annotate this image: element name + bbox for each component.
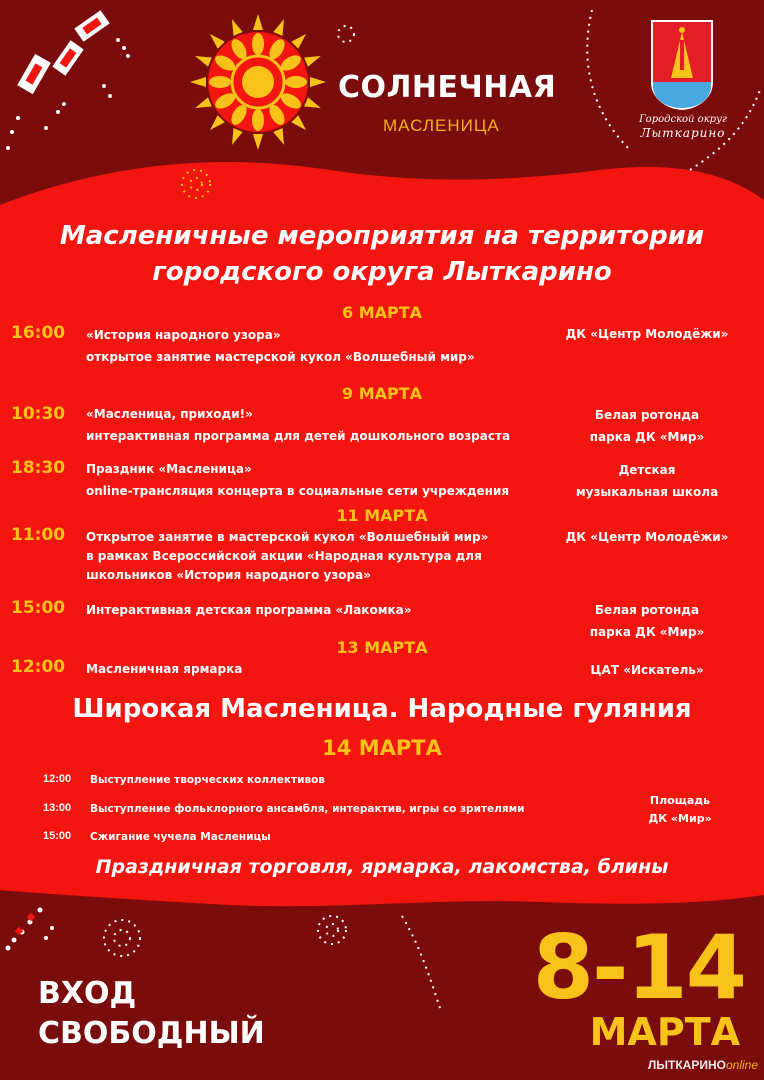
event-time: 10:30 [11, 404, 66, 424]
event-title: «Масленица, приходи!» [86, 407, 253, 421]
event-venue: ДК «Центр Молодёжи» [565, 530, 729, 544]
event-venue [542, 404, 752, 448]
date-heading: 6 МАРТА [341, 303, 423, 322]
event-venue: ЦАТ «Искатель» [590, 663, 704, 677]
event-time: 15:00 [11, 598, 66, 618]
event-description: открытое занятие мастерской кукол «Волшебный мир» [86, 350, 475, 364]
festival-venue-line1: Площадь [649, 794, 711, 807]
brand-subtitle: МАСЛЕНИЦА [383, 116, 500, 135]
event-description: школьников «История народного узора» [86, 568, 371, 582]
festival-item-time: 15:00 [43, 830, 72, 842]
festival-title: Широкая Масленица. Народные гуляния [72, 694, 692, 724]
main-title [0, 218, 764, 290]
event-venue-line2: парка ДК «Мир» [589, 430, 705, 444]
event-venue-line2: музыкальная школа [575, 485, 719, 499]
festival-item-time: 13:00 [43, 802, 72, 814]
brand-title: СОЛНЕЧНАЯ [338, 70, 557, 105]
date-heading: 9 МАРТА [341, 384, 423, 403]
festival-date: 14 МАРТА [322, 736, 442, 760]
date-range: 8-14 [532, 916, 745, 1019]
event-title: «История народного узора» [86, 328, 281, 342]
festival-venue [620, 792, 740, 828]
event-venue-line1: Белая ротонда [594, 408, 700, 422]
sun-ornament-icon [190, 14, 326, 150]
event-venue [542, 599, 752, 643]
event-title: Масленичная ярмарка [86, 662, 243, 676]
event-time: 18:30 [11, 458, 66, 478]
event-title: Праздник «Масленица» [86, 462, 252, 476]
main-title-line1: Масленичные мероприятия на территории [59, 221, 705, 251]
event-title: Интерактивная детская программа «Лакомка» [86, 603, 412, 617]
event-venue-line2: парка ДК «Мир» [589, 625, 705, 639]
crest-caption-line2: Лыткарино [640, 126, 726, 140]
event-venue: ДК «Центр Молодёжи» [565, 327, 729, 341]
main-title-line2: городского округа Лыткарино [152, 257, 612, 287]
date-heading: 11 МАРТА [336, 506, 428, 525]
entry-line1: ВХОД [38, 976, 137, 1011]
event-venue [542, 459, 752, 503]
diamond-ornament-icon [17, 10, 109, 94]
date-range-month: МАРТА [589, 1010, 740, 1054]
watermark-main: ЛЫТКАРИНО [647, 1058, 726, 1072]
entry-line2: СВОБОДНЫЙ [38, 1016, 265, 1051]
event-venue-line1: Детская [618, 463, 676, 477]
festival-item-text: Сжигание чучела Масленицы [90, 831, 271, 843]
event-description: в рамках Всероссийской акции «Народная культура для [86, 549, 482, 563]
date-heading: 13 МАРТА [336, 638, 428, 657]
event-venue-line1: Белая ротонда [594, 603, 700, 617]
event-time: 16:00 [11, 323, 66, 343]
event-description: online-трансляция концерта в социальные сети учреждения [86, 484, 510, 498]
city-crest-icon [651, 20, 713, 110]
festival-venue-line2: ДК «Мир» [648, 812, 712, 825]
festival-item-text: Выступление творческих коллективов [90, 774, 325, 786]
trade-banner: Праздничная торговля, ярмарка, лакомства, блины [95, 856, 669, 878]
crest-caption-line1: Городской округ [639, 114, 727, 125]
festival-item-text: Выступление фольклорного ансамбля, интерактив, игры со зрителями [90, 803, 525, 815]
watermark [618, 1058, 758, 1072]
event-time: 11:00 [11, 525, 66, 545]
event-description: интерактивная программа для детей дошкольного возраста [86, 429, 511, 443]
watermark-suffix: online [725, 1058, 758, 1072]
event-time: 12:00 [11, 657, 66, 677]
event-title: Открытое занятие в мастерской кукол «Волшебный мир» [86, 530, 489, 544]
festival-item-time: 12:00 [43, 773, 72, 785]
